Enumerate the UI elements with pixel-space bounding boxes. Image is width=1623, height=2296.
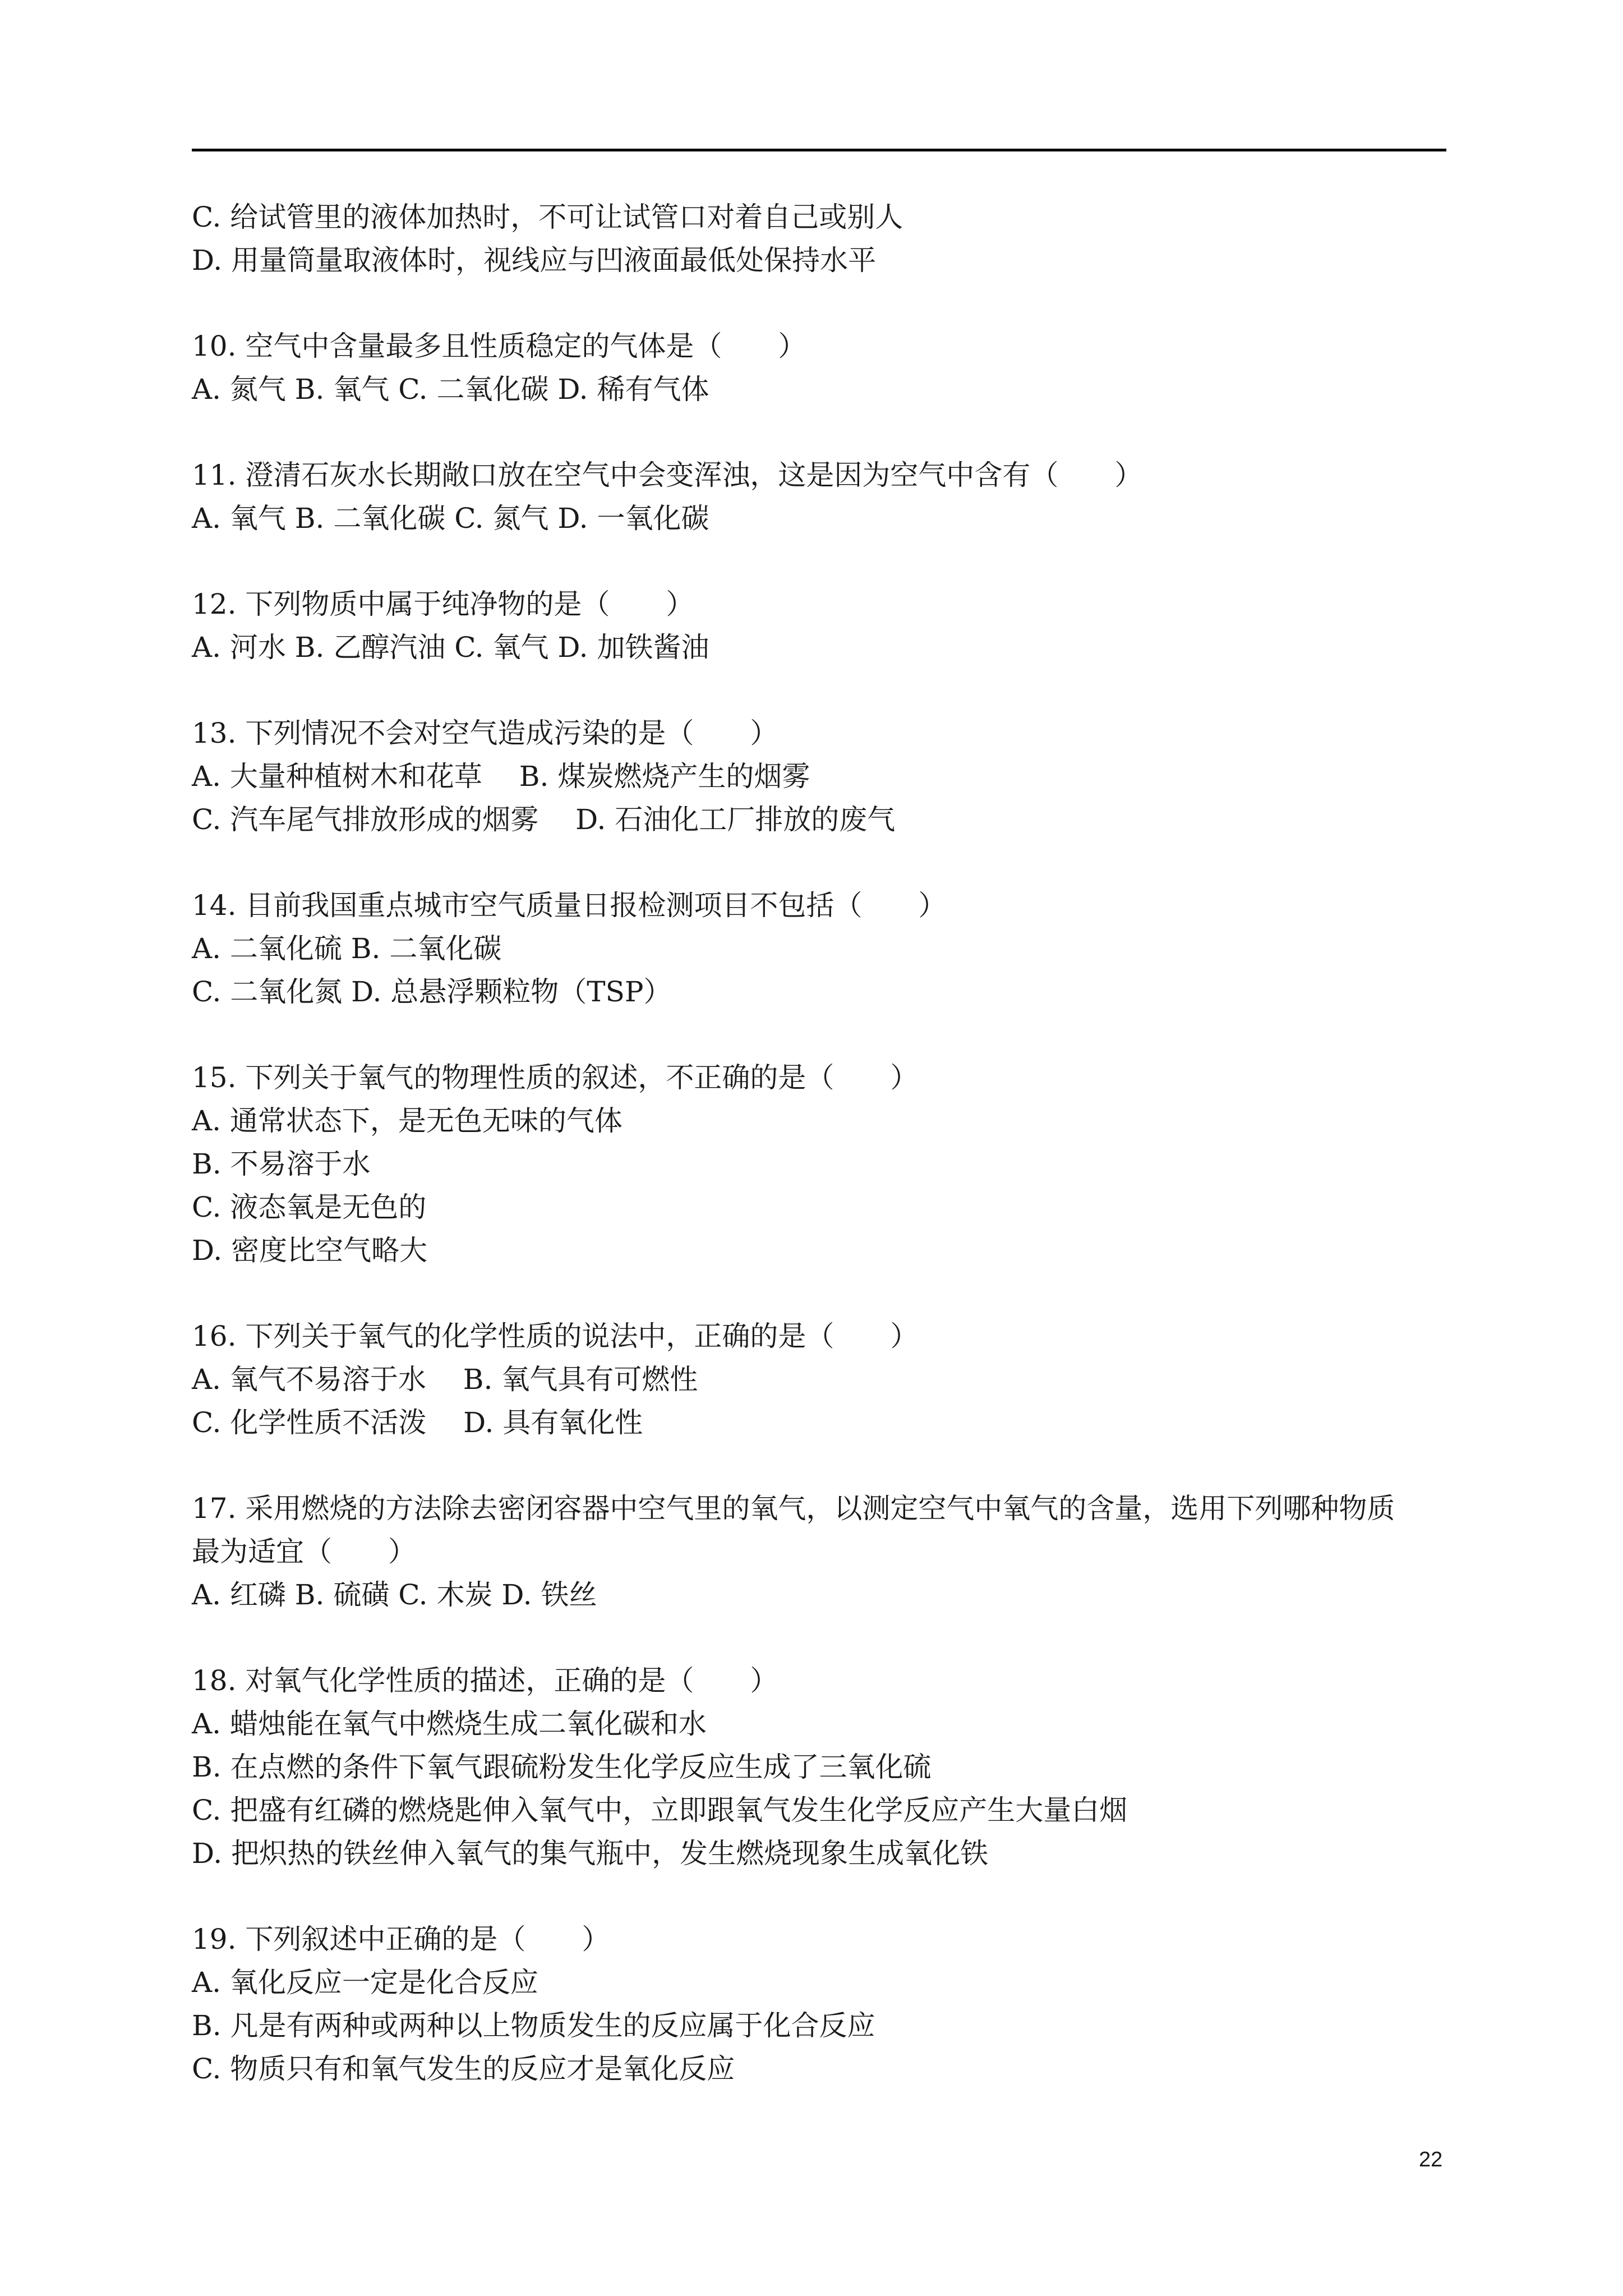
question-18-option-b: B. 在点燃的条件下氧气跟硫粉发生化学反应生成了三氧化硫	[192, 1751, 932, 1783]
paragraph-gap	[192, 1875, 1454, 1918]
question-19-option-b: B. 凡是有两种或两种以上物质发生的反应属于化合反应	[192, 2009, 875, 2042]
question-15-option-a: A. 通常状态下，是无色无味的气体	[192, 1105, 623, 1137]
question-15-option-d: D. 密度比空气略大	[192, 1234, 428, 1267]
paragraph-gap	[192, 1444, 1454, 1487]
question-15: 15. 下列关于氧气的物理性质的叙述，不正确的是（ ）	[192, 1061, 919, 1094]
paragraph-gap	[192, 669, 1454, 712]
question-15-option-b: B. 不易溶于水	[192, 1148, 371, 1180]
question-11: 11. 澄清石灰水长期敞口放在空气中会变浑浊，这是因为空气中含有（ ）	[192, 459, 1143, 491]
question-18: 18. 对氧气化学性质的描述，正确的是（ ）	[192, 1664, 778, 1697]
paragraph-gap	[192, 841, 1454, 884]
question-18-option-c: C. 把盛有红磷的燃烧匙伸入氧气中，立即跟氧气发生化学反应产生大量白烟	[192, 1794, 1128, 1826]
question-12-options: A. 河水 B. 乙醇汽油 C. 氧气 D. 加铁酱油	[192, 631, 709, 664]
question-15-option-c: C. 液态氧是无色的	[192, 1191, 427, 1223]
question-16-options-cd: C. 化学性质不活泼 D. 具有氧化性	[192, 1406, 643, 1439]
question-17-continued: 最为适宜（ ）	[192, 1535, 416, 1568]
question-17-options: A. 红磷 B. 硫磺 C. 木炭 D. 铁丝	[192, 1579, 597, 1611]
question-18-option-d: D. 把炽热的铁丝伸入氧气的集气瓶中，发生燃烧现象生成氧化铁	[192, 1837, 989, 1870]
paragraph-gap	[192, 411, 1454, 454]
document-body	[192, 196, 1454, 2091]
question-13-options-ab: A. 大量种植树木和花草 B. 煤炭燃烧产生的烟雾	[192, 760, 810, 793]
question-12: 12. 下列物质中属于纯净物的是（ ）	[192, 588, 694, 620]
question-13: 13. 下列情况不会对空气造成污染的是（ ）	[192, 717, 778, 749]
question-16-options-ab: A. 氧气不易溶于水 B. 氧气具有可燃性	[192, 1363, 698, 1396]
question-18-option-a: A. 蜡烛能在氧气中燃烧生成二氧化碳和水	[192, 1708, 707, 1740]
header-rule	[192, 149, 1446, 151]
paragraph-gap	[192, 1272, 1454, 1315]
question-19-option-a: A. 氧化反应一定是化合反应	[192, 1966, 538, 1999]
paragraph-gap	[192, 540, 1454, 583]
question-14-options-cd: C. 二氧化氮 D. 总悬浮颗粒物（TSP）	[192, 976, 672, 1008]
question-10: 10. 空气中含量最多且性质稳定的气体是（ ）	[192, 330, 806, 362]
paragraph-gap	[192, 1617, 1454, 1659]
question-19-option-c: C. 物质只有和氧气发生的反应才是氧化反应	[192, 2053, 735, 2085]
question-13-options-cd: C. 汽车尾气排放形成的烟雾 D. 石油化工厂排放的废气	[192, 803, 896, 836]
question-16: 16. 下列关于氧气的化学性质的说法中，正确的是（ ）	[192, 1320, 919, 1352]
question-11-options: A. 氧气 B. 二氧化碳 C. 氮气 D. 一氧化碳	[192, 502, 709, 535]
question-14: 14. 目前我国重点城市空气质量日报检测项目不包括（ ）	[192, 889, 947, 922]
question-10-options: A. 氮气 B. 氧气 C. 二氧化碳 D. 稀有气体	[192, 373, 709, 406]
paragraph-gap	[192, 1014, 1454, 1056]
page-number: 22	[1419, 2148, 1443, 2171]
paragraph-gap	[192, 282, 1454, 325]
question-14-options-ab: A. 二氧化硫 B. 二氧化碳	[192, 932, 502, 965]
text-line: D. 用量筒量取液体时，视线应与凹液面最低处保持水平	[192, 244, 877, 277]
question-17: 17. 采用燃烧的方法除去密闭容器中空气里的氧气，以测定空气中氧气的含量，选用下列哪种物质	[192, 1492, 1395, 1525]
question-19: 19. 下列叙述中正确的是（ ）	[192, 1923, 610, 1955]
text-line: C. 给试管里的液体加热时，不可让试管口对着自己或别人	[192, 201, 903, 233]
